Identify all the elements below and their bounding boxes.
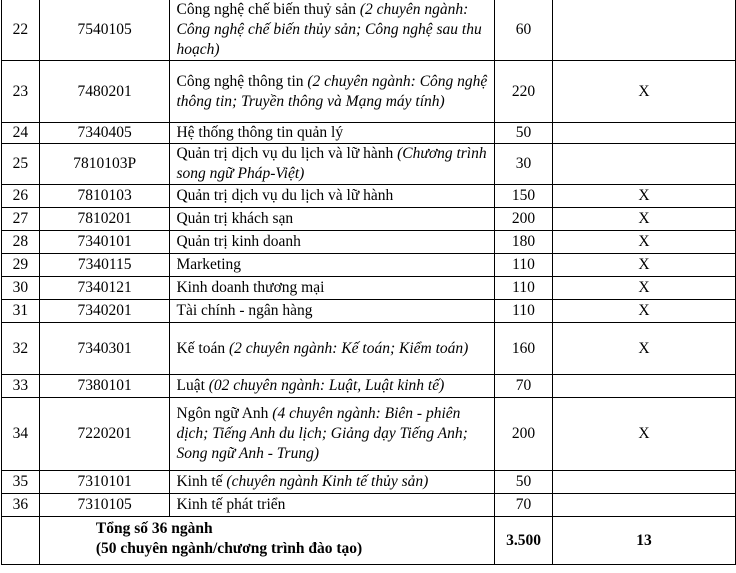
total-no-cell bbox=[2, 517, 40, 565]
program-quota: 110 bbox=[495, 300, 553, 323]
program-name-cell bbox=[170, 144, 495, 185]
program-mark bbox=[552, 0, 735, 61]
program-name: Luật bbox=[176, 377, 205, 394]
program-mark bbox=[552, 144, 735, 185]
program-name: Kinh tế bbox=[176, 473, 223, 490]
program-code: 7340101 bbox=[39, 231, 170, 254]
program-code: 7220201 bbox=[39, 398, 170, 471]
program-mark: X bbox=[552, 208, 735, 231]
program-specializations: (chuyên ngành Kinh tế thủy sản) bbox=[222, 473, 429, 490]
program-quota: 70 bbox=[495, 375, 553, 398]
table-row bbox=[2, 144, 736, 185]
program-name-cell bbox=[170, 0, 495, 61]
program-specializations: (02 chuyên ngành: Luật, Luật kinh tế) bbox=[204, 377, 445, 394]
table-row bbox=[2, 123, 736, 144]
row-number: 27 bbox=[2, 208, 40, 231]
program-name: Kế toán bbox=[176, 339, 226, 357]
row-number: 23 bbox=[2, 61, 40, 123]
program-mark bbox=[552, 123, 735, 144]
program-name: Quản trị kinh doanh bbox=[176, 233, 301, 250]
program-mark: X bbox=[552, 277, 735, 300]
total-mark-count: 13 bbox=[552, 517, 735, 565]
row-number: 34 bbox=[2, 398, 40, 471]
program-name-cell bbox=[170, 254, 495, 277]
program-quota: 200 bbox=[495, 208, 553, 231]
row-number: 29 bbox=[2, 254, 40, 277]
program-name: Kinh doanh thương mại bbox=[176, 279, 325, 296]
table-row bbox=[2, 277, 736, 300]
program-quota: 200 bbox=[495, 398, 553, 471]
program-name: Quản trị dịch vụ du lịch và lữ hành bbox=[176, 187, 394, 204]
program-quota: 180 bbox=[495, 231, 553, 254]
program-mark: X bbox=[552, 398, 735, 471]
program-name: Kinh tế phát triển bbox=[176, 496, 286, 513]
row-number: 22 bbox=[2, 0, 40, 61]
table-row bbox=[2, 185, 736, 208]
table-row bbox=[2, 231, 736, 254]
program-code: 7480201 bbox=[39, 61, 170, 123]
table-row bbox=[2, 494, 736, 517]
program-quota: 70 bbox=[495, 494, 553, 517]
table-row bbox=[2, 300, 736, 323]
program-name-cell bbox=[170, 398, 495, 471]
program-name: Marketing bbox=[176, 256, 242, 273]
program-specializations: (2 chuyên ngành: Kế toán; Kiểm toán) bbox=[225, 339, 469, 357]
total-label-cell bbox=[39, 517, 494, 565]
table-row bbox=[2, 61, 736, 123]
program-rows bbox=[2, 0, 736, 517]
table-row bbox=[2, 323, 736, 375]
program-code: 7810103 bbox=[39, 185, 170, 208]
program-code: 7380101 bbox=[39, 375, 170, 398]
program-quota: 30 bbox=[495, 144, 553, 185]
program-code: 7310101 bbox=[39, 471, 170, 494]
row-number: 25 bbox=[2, 144, 40, 185]
program-code: 7340121 bbox=[39, 277, 170, 300]
program-code: 7540105 bbox=[39, 0, 170, 61]
table-row bbox=[2, 254, 736, 277]
program-mark: X bbox=[552, 231, 735, 254]
row-number: 30 bbox=[2, 277, 40, 300]
row-number: 35 bbox=[2, 471, 40, 494]
program-mark: X bbox=[552, 185, 735, 208]
program-mark bbox=[552, 375, 735, 398]
program-mark: X bbox=[552, 300, 735, 323]
row-number: 36 bbox=[2, 494, 40, 517]
program-code: 7810103P bbox=[39, 144, 170, 185]
total-row bbox=[2, 517, 736, 565]
program-specializations: (4 chuyên ngành: Biên - phiên dịch; Tiếng Anh du lịch; Giảng dạy Tiếng Anh; Song ngữ Anh - Trung) bbox=[176, 405, 468, 462]
program-code: 7340405 bbox=[39, 123, 170, 144]
program-mark: X bbox=[552, 61, 735, 123]
program-name-cell bbox=[170, 61, 495, 123]
program-quota: 110 bbox=[495, 254, 553, 277]
program-name-cell bbox=[170, 375, 495, 398]
program-name: Công nghệ thông tin bbox=[176, 72, 304, 90]
program-specializations: (Chương trình song ngữ Pháp-Việt) bbox=[176, 145, 487, 182]
total-quota: 3.500 bbox=[495, 517, 553, 565]
program-quota: 150 bbox=[495, 185, 553, 208]
table-row bbox=[2, 208, 736, 231]
program-name-cell bbox=[170, 494, 495, 517]
program-name: Quản trị khách sạn bbox=[176, 210, 294, 227]
program-code: 7810201 bbox=[39, 208, 170, 231]
program-mark bbox=[552, 471, 735, 494]
row-number: 33 bbox=[2, 375, 40, 398]
row-number: 31 bbox=[2, 300, 40, 323]
table-row bbox=[2, 471, 736, 494]
program-name: Công nghệ chế biến thuỷ sản bbox=[176, 0, 356, 18]
program-name-cell bbox=[170, 300, 495, 323]
program-quota: 50 bbox=[495, 123, 553, 144]
program-name-cell bbox=[170, 123, 495, 144]
row-number: 26 bbox=[2, 185, 40, 208]
program-quota: 60 bbox=[495, 0, 553, 61]
program-quota: 160 bbox=[495, 323, 553, 375]
program-quota: 220 bbox=[495, 61, 553, 123]
program-name-cell bbox=[170, 185, 495, 208]
program-name: Hệ thống thông tin quản lý bbox=[176, 124, 344, 141]
program-name: Quản trị dịch vụ du lịch và lữ hành bbox=[176, 145, 394, 162]
program-code: 7310105 bbox=[39, 494, 170, 517]
total-label: Tổng số 36 ngành bbox=[95, 520, 213, 537]
row-number: 32 bbox=[2, 323, 40, 375]
row-number: 28 bbox=[2, 231, 40, 254]
row-number: 24 bbox=[2, 123, 40, 144]
program-quota: 50 bbox=[495, 471, 553, 494]
program-name-cell bbox=[170, 277, 495, 300]
program-specializations: (2 chuyên ngành: Công nghệ thông tin; Truyền thông và Mạng máy tính) bbox=[176, 72, 488, 110]
program-mark: X bbox=[552, 254, 735, 277]
program-name: Tài chính - ngân hàng bbox=[176, 302, 313, 319]
program-code: 7340301 bbox=[39, 323, 170, 375]
program-mark bbox=[552, 494, 735, 517]
program-name: Ngôn ngữ Anh bbox=[176, 405, 269, 422]
program-name-cell bbox=[170, 323, 495, 375]
total-sublabel: (50 chuyên ngành/chương trình đào tạo) bbox=[95, 540, 363, 557]
program-specializations: (2 chuyên ngành: Công nghệ chế biến thủy sản; Công nghệ sau thu hoạch) bbox=[176, 0, 482, 58]
program-code: 7340201 bbox=[39, 300, 170, 323]
program-name-cell bbox=[170, 231, 495, 254]
table-row bbox=[2, 398, 736, 471]
program-mark: X bbox=[552, 323, 735, 375]
program-name-cell bbox=[170, 471, 495, 494]
table-row bbox=[2, 0, 736, 61]
program-code: 7340115 bbox=[39, 254, 170, 277]
program-table bbox=[1, 0, 736, 565]
program-quota: 110 bbox=[495, 277, 553, 300]
program-name-cell bbox=[170, 208, 495, 231]
table-row bbox=[2, 375, 736, 398]
